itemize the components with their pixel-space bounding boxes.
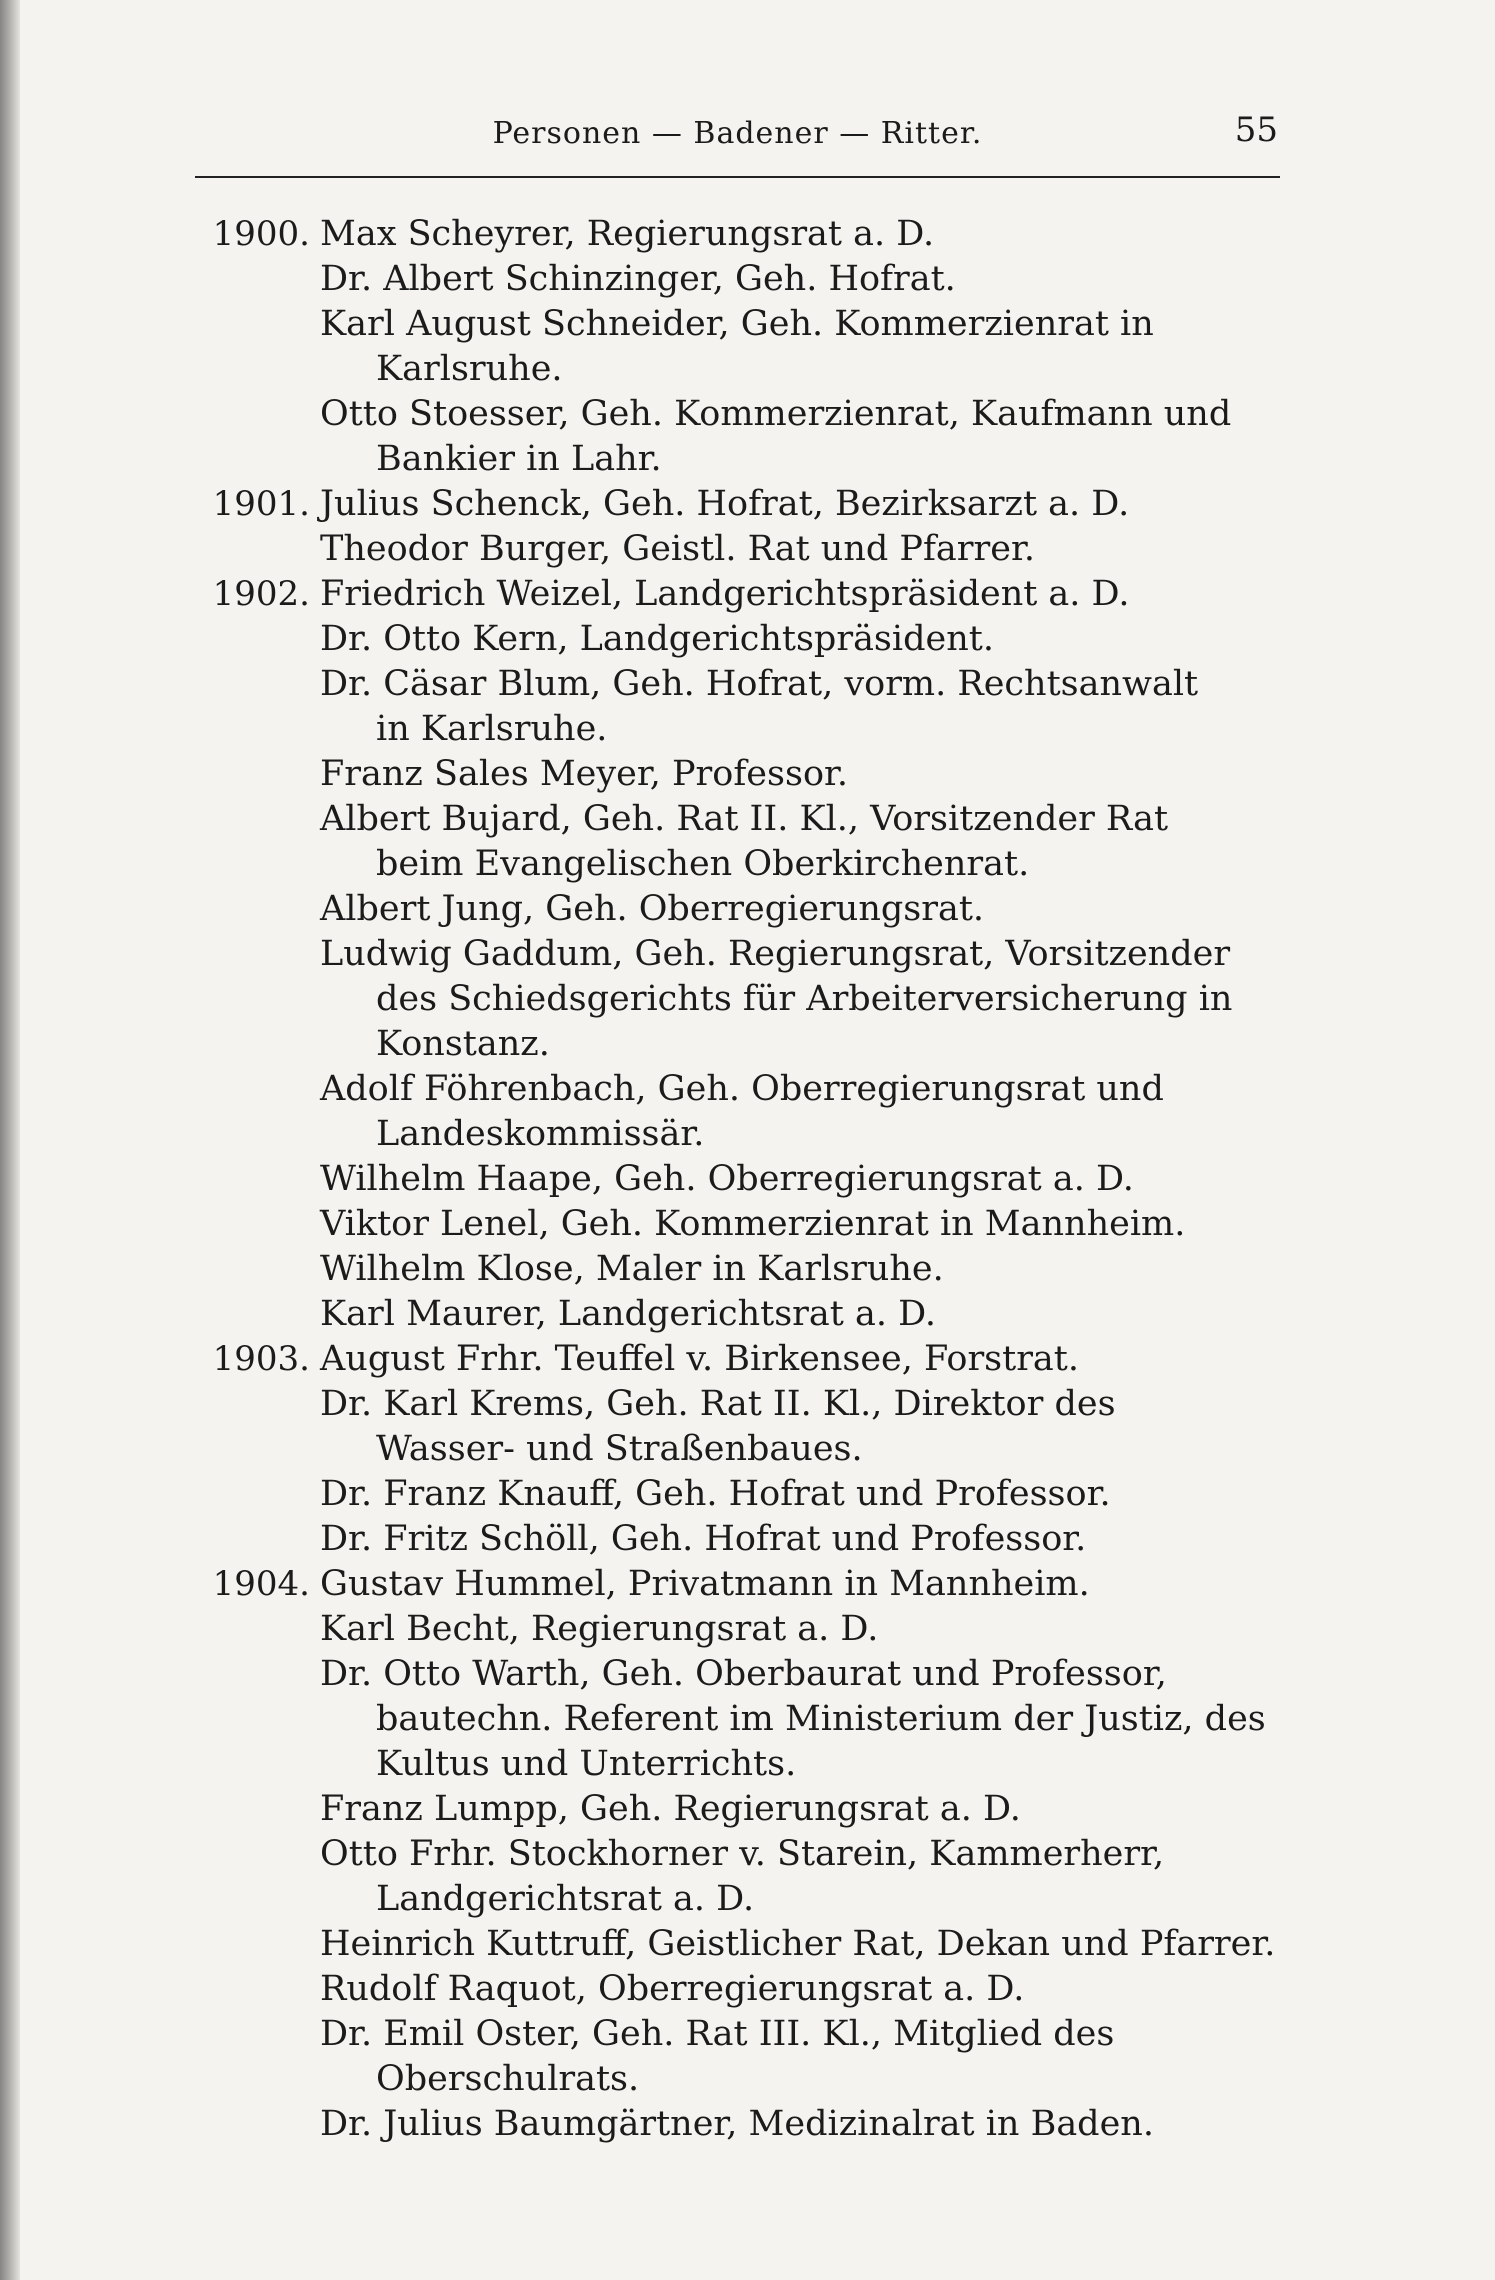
entry-text: Dr. Otto Kern, Landgerichtspräsident.: [320, 619, 994, 659]
entry-text: in Karlsruhe.: [376, 709, 608, 749]
entry-text: Dr. Julius Baumgärtner, Medizinalrat in Baden.: [320, 2104, 1154, 2144]
entry-line: [180, 932, 1290, 977]
entry-text: Dr. Otto Warth, Geh. Oberbaurat und Professor,: [320, 1654, 1167, 1694]
entry-continuation-line: [180, 347, 1290, 392]
entry-continuation-line: [180, 1742, 1290, 1787]
page-number: 55: [1234, 110, 1278, 150]
entry-line: [180, 2012, 1290, 2057]
entry-line: [180, 212, 1290, 257]
entry-line: [180, 662, 1290, 707]
entry-text: Adolf Föhrenbach, Geh. Oberregierungsrat und: [320, 1069, 1164, 1109]
page-spine-shadow: [0, 0, 20, 2280]
entry-text: Rudolf Raquot, Oberregierungsrat a. D.: [320, 1969, 1025, 2009]
entry-line: [180, 2102, 1290, 2147]
entry-text: Konstanz.: [376, 1024, 550, 1064]
entry-text: Viktor Lenel, Geh. Kommerzienrat in Mannheim.: [320, 1204, 1186, 1244]
page-header: [195, 110, 1280, 178]
entry-continuation-line: [180, 437, 1290, 482]
entry-text: Landgerichtsrat a. D.: [376, 1879, 755, 1919]
entry-text: Wasser- und Straßenbaues.: [376, 1429, 863, 1469]
entry-text: Dr. Fritz Schöll, Geh. Hofrat und Professor.: [320, 1519, 1087, 1559]
entry-continuation-line: [180, 1022, 1290, 1067]
entry-text: Albert Bujard, Geh. Rat II. Kl., Vorsitzender Rat: [320, 799, 1169, 839]
entry-text: Gustav Hummel, Privatmann in Mannheim.: [320, 1564, 1090, 1604]
entry-text: Otto Frhr. Stockhorner v. Starein, Kammerherr,: [320, 1834, 1165, 1874]
entry-text: Max Scheyrer, Regierungsrat a. D.: [320, 214, 935, 254]
entry-continuation-line: [180, 2057, 1290, 2102]
entry-line: [180, 887, 1290, 932]
entry-year: 1904.: [212, 1564, 310, 1604]
entry-text: Otto Stoesser, Geh. Kommerzienrat, Kaufmann und: [320, 394, 1232, 434]
entry-text: Franz Sales Meyer, Professor.: [320, 754, 849, 794]
entry-line: [180, 1517, 1290, 1562]
entry-line: [180, 1337, 1290, 1382]
entry-text: Karlsruhe.: [376, 349, 563, 389]
entry-line: [180, 1652, 1290, 1697]
entry-line: [180, 1472, 1290, 1517]
entry-text: Dr. Emil Oster, Geh. Rat III. Kl., Mitglied des: [320, 2014, 1115, 2054]
entry-continuation-line: [180, 1697, 1290, 1742]
entry-continuation-line: [180, 1877, 1290, 1922]
entry-year: 1902.: [212, 574, 310, 614]
entry-year: 1900.: [212, 214, 310, 254]
entry-text: Dr. Karl Krems, Geh. Rat II. Kl., Direktor des: [320, 1384, 1116, 1424]
entry-line: [180, 1157, 1290, 1202]
entry-line: [180, 1067, 1290, 1112]
entry-text: Theodor Burger, Geistl. Rat und Pfarrer.: [320, 529, 1035, 569]
entry-text: Wilhelm Klose, Maler in Karlsruhe.: [320, 1249, 944, 1289]
entry-text: Wilhelm Haape, Geh. Oberregierungsrat a. D.: [320, 1159, 1134, 1199]
entry-text: Heinrich Kuttruff, Geistlicher Rat, Dekan und Pfarrer.: [320, 1924, 1276, 1964]
entry-line: [180, 392, 1290, 437]
running-title: Personen — Badener — Ritter.: [492, 116, 983, 151]
entry-text: Bankier in Lahr.: [376, 439, 662, 479]
entry-text: des Schiedsgerichts für Arbeiterversicherung in: [376, 979, 1233, 1019]
entry-text: Dr. Albert Schinzinger, Geh. Hofrat.: [320, 259, 956, 299]
entry-year: 1903.: [212, 1339, 310, 1379]
entry-text: Karl August Schneider, Geh. Kommerzienrat in: [320, 304, 1154, 344]
entry-line: [180, 1787, 1290, 1832]
entry-line: [180, 1247, 1290, 1292]
entry-line: [180, 1967, 1290, 2012]
entry-text: August Frhr. Teuffel v. Birkensee, Forstrat.: [320, 1339, 1079, 1379]
entry-text: Kultus und Unterrichts.: [376, 1744, 797, 1784]
entry-continuation-line: [180, 977, 1290, 1022]
entry-line: [180, 617, 1290, 662]
entry-continuation-line: [180, 1427, 1290, 1472]
entry-text: Landeskommissär.: [376, 1114, 705, 1154]
entry-line: [180, 1202, 1290, 1247]
entry-line: [180, 1382, 1290, 1427]
entry-text: Julius Schenck, Geh. Hofrat, Bezirksarzt a. D.: [320, 484, 1130, 524]
entry-line: [180, 302, 1290, 347]
entry-line: [180, 1607, 1290, 1652]
entry-text: Dr. Cäsar Blum, Geh. Hofrat, vorm. Rechtsanwalt: [320, 664, 1199, 704]
entry-text: Friedrich Weizel, Landgerichtspräsident a. D.: [320, 574, 1130, 614]
entry-line: [180, 527, 1290, 572]
entry-text: Karl Maurer, Landgerichtsrat a. D.: [320, 1294, 937, 1334]
entry-line: [180, 257, 1290, 302]
entry-text: bautechn. Referent im Ministerium der Justiz, des: [376, 1699, 1266, 1739]
entry-line: [180, 482, 1290, 527]
entry-text: Oberschulrats.: [376, 2059, 640, 2099]
entry-line: [180, 752, 1290, 797]
entry-line: [180, 1922, 1290, 1967]
entry-text: Ludwig Gaddum, Geh. Regierungsrat, Vorsitzender: [320, 934, 1231, 974]
entry-text: Franz Lumpp, Geh. Regierungsrat a. D.: [320, 1789, 1021, 1829]
entry-line: [180, 797, 1290, 842]
entry-line: [180, 1292, 1290, 1337]
entry-text: Karl Becht, Regierungsrat a. D.: [320, 1609, 879, 1649]
entry-line: [180, 1562, 1290, 1607]
entry-text: Albert Jung, Geh. Oberregierungsrat.: [320, 889, 985, 929]
entry-text: beim Evangelischen Oberkirchenrat.: [376, 844, 1030, 884]
entry-text: Dr. Franz Knauff, Geh. Hofrat und Professor.: [320, 1474, 1111, 1514]
entry-line: [180, 572, 1290, 617]
entry-continuation-line: [180, 1112, 1290, 1157]
honoree-list: [180, 212, 1290, 2147]
entry-year: 1901.: [212, 484, 310, 524]
entry-continuation-line: [180, 842, 1290, 887]
entry-line: [180, 1832, 1290, 1877]
entry-continuation-line: [180, 707, 1290, 752]
